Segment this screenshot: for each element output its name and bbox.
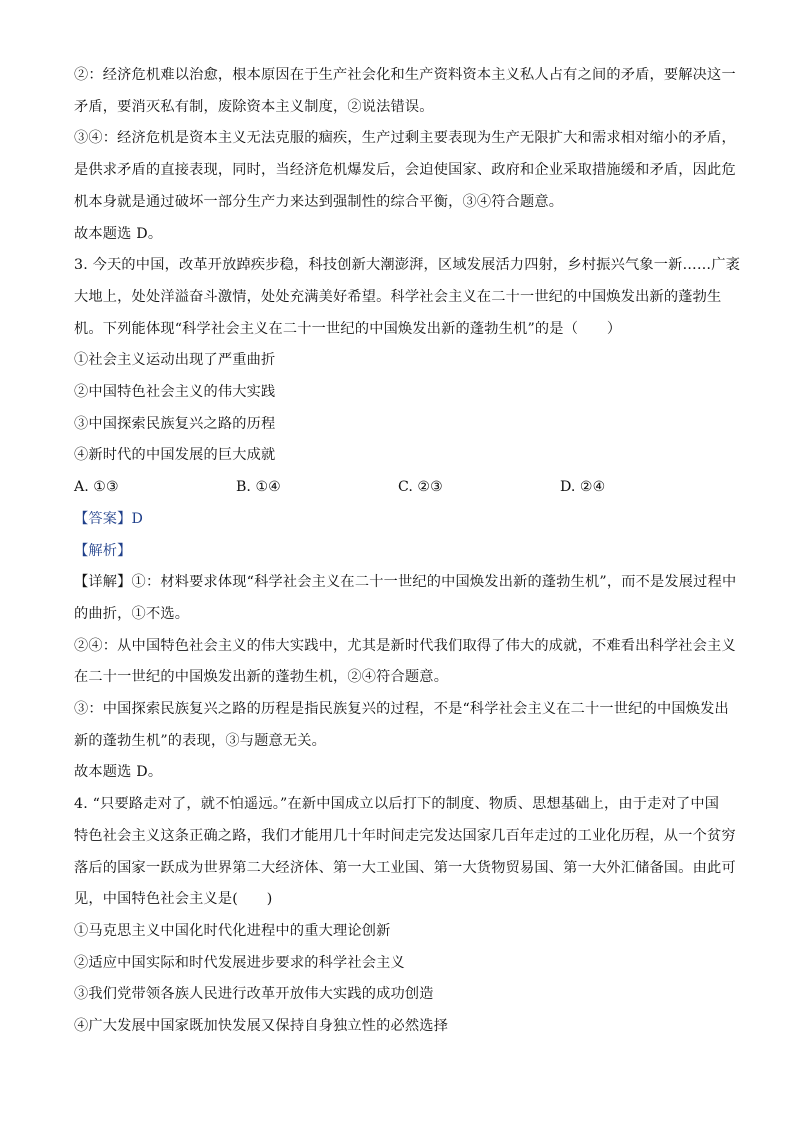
- paragraph-line: ③④：经济危机是资本主义无法克服的痼疾，生产过剩主要表现为生产无限扩大和需求相对缩小的矛盾，: [74, 130, 736, 147]
- paragraph-line: 是供求矛盾的直接表现，同时，当经济危机爆发后，会迫使国家、政府和企业采取措施缓和矛盾，因此危: [74, 162, 736, 179]
- question-3-stem: 机。下列能体现“科学社会主义在二十一世纪的中国焕发出新的蓬勃生机”的是（ ）: [74, 320, 622, 337]
- question-4-item: ①马克思主义中国化时代化进程中的重大理论创新: [74, 922, 391, 939]
- analysis-label: 【解析】: [74, 542, 132, 559]
- question-3-stem: 3. 今天的中国，改革开放踔疾步稳，科技创新大潮澎湃，区域发展活力四射，乡村振兴气象一新……广袤: [74, 257, 741, 274]
- question-3-options: [74, 472, 724, 504]
- question-4-stem: 见，中国特色社会主义是( ): [74, 891, 273, 908]
- question-4-item: ③我们党带领各族人民进行改革开放伟大实践的成功创造: [74, 986, 434, 1003]
- analysis-line: ③：中国探索民族复兴之路的历程是指民族复兴的过程，不是“科学社会主义在二十一世纪的中国焕发出: [74, 701, 729, 718]
- question-4-stem: 特色社会主义这条正确之路，我们才能用几十年时间走完发达国家几百年走过的工业化历程，从一个贫穷: [74, 827, 736, 844]
- question-4-item: ②适应中国实际和时代发展进步要求的科学社会主义: [74, 954, 405, 971]
- question-3-item: ②中国特色社会主义的伟大实践: [74, 384, 276, 401]
- analysis-line: ②④：从中国特色社会主义的伟大实践中，尤其是新时代我们取得了伟大的成就，不难看出科学社会主义: [74, 637, 736, 654]
- question-4-item: ④广大发展中国家既加快发展又保持自身独立性的必然选择: [74, 1018, 449, 1035]
- paragraph-line: 矛盾，要消灭私有制，废除资本主义制度，②说法错误。: [74, 98, 434, 115]
- paragraph-line: ②：经济危机难以治愈，根本原因在于生产社会化和生产资料资本主义私人占有之间的矛盾，要解决这一: [74, 67, 736, 83]
- question-3-item: ③中国探索民族复兴之路的历程: [74, 415, 276, 432]
- option-c: C. ②③: [398, 479, 443, 496]
- analysis-line: 新的蓬勃生机”的表现，③与题意无关。: [74, 732, 327, 749]
- conclusion-line: 故本题选 D。: [74, 764, 163, 781]
- option-a: A. ①③: [74, 479, 119, 496]
- question-4-stem: 落后的国家一跃成为世界第二大经济体、第一大工业国、第一大货物贸易国、第一大外汇储备国。由此可: [74, 859, 736, 876]
- paragraph-line: 机本身就是通过破坏一部分生产力来达到强制性的综合平衡，③④符合题意。: [74, 193, 564, 210]
- answer-label: 【答案】D: [74, 510, 144, 527]
- option-b: B. ①④: [236, 479, 281, 496]
- question-3-item: ④新时代的中国发展的巨大成就: [74, 447, 276, 464]
- analysis-line: 在二十一世纪的中国焕发出新的蓬勃生机，②④符合题意。: [74, 669, 449, 686]
- question-4-stem: 4. “只要路走对了，就不怕遥远。”在新中国成立以后打下的制度、物质、思想基础上，由于走对了中国: [74, 796, 720, 813]
- conclusion-line: 故本题选 D。: [74, 225, 163, 242]
- analysis-line: 【详解】①：材料要求体现“科学社会主义在二十一世纪的中国焕发出新的蓬勃生机”，而不是发展过程中: [74, 574, 737, 591]
- option-d: D. ②④: [560, 479, 606, 496]
- document-page: [74, 60, 741, 1043]
- analysis-line: 的曲折，①不选。: [74, 605, 190, 622]
- question-3-item: ①社会主义运动出现了严重曲折: [74, 352, 276, 369]
- question-3-stem: 大地上，处处洋溢奋斗激情，处处充满美好希望。科学社会主义在二十一世纪的中国焕发出新的蓬勃生: [74, 288, 722, 305]
